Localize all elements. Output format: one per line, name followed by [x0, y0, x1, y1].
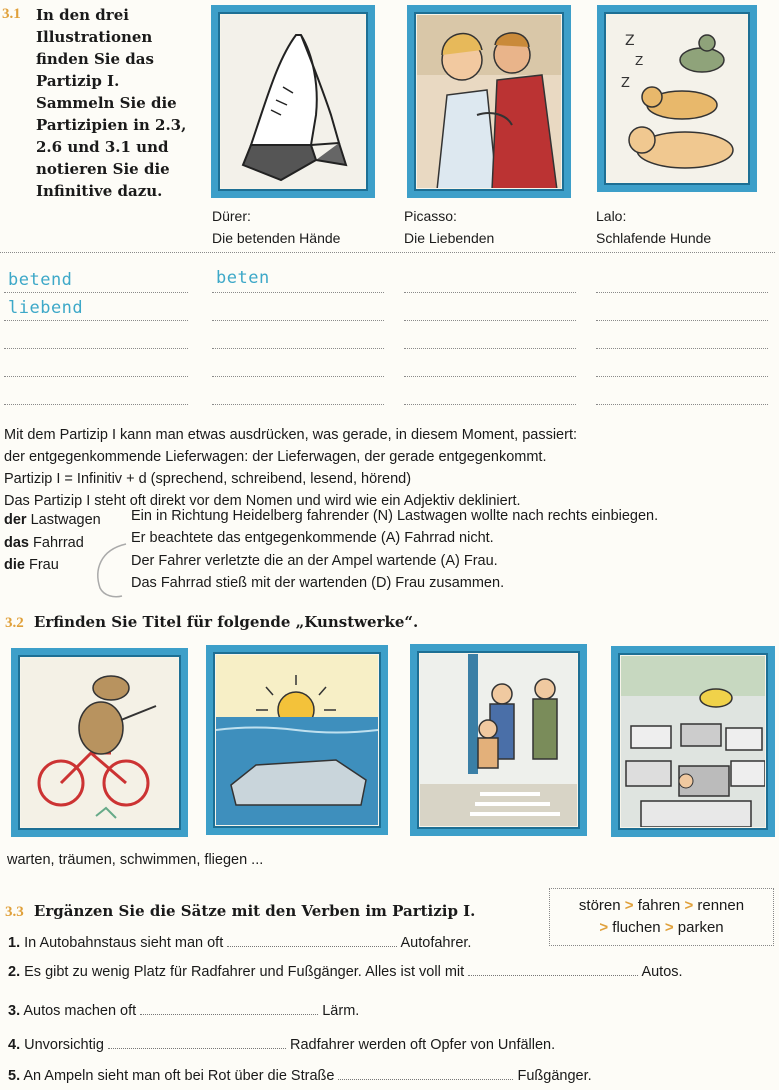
caption-artist: Picasso:	[404, 208, 457, 224]
fill-in-blank[interactable]	[108, 1038, 286, 1049]
answer-line[interactable]	[596, 348, 768, 349]
artwork-frame-3	[410, 644, 587, 836]
separator-icon: >	[599, 919, 609, 936]
exercise-3-1-instruction	[36, 4, 201, 202]
sentence-number: 2.	[8, 964, 21, 980]
answer-line[interactable]	[4, 348, 188, 349]
sentence-2	[8, 964, 683, 980]
article: der	[4, 512, 27, 528]
noun-label	[4, 535, 84, 551]
article: das	[4, 535, 29, 551]
noun-label	[4, 557, 59, 573]
caption-title: Die Liebenden	[404, 230, 495, 246]
word-box-row-1	[550, 895, 773, 917]
caption-title: Die betenden Hände	[212, 230, 341, 246]
noun: Lastwagen	[30, 512, 101, 528]
sentence-end: Autos.	[641, 964, 683, 980]
sentence-start: In Autobahnstaus sieht man oft	[24, 935, 224, 951]
exercise-3-3-heading	[5, 900, 475, 922]
artwork-frame-1	[11, 648, 188, 837]
exercise-3-3-title: Ergänzen Sie die Sätze mit den Verben im Partizip I.	[33, 902, 476, 920]
sentence-4	[8, 1037, 555, 1053]
instruction-line: finden Sie das	[36, 50, 154, 68]
answer-line[interactable]	[404, 320, 576, 321]
answer-line[interactable]	[596, 404, 768, 405]
exercise-3-2-heading	[5, 611, 418, 633]
caption-artist: Lalo:	[596, 208, 627, 224]
instruction-line: Partizip I.	[36, 72, 120, 90]
answer-line[interactable]	[4, 404, 188, 405]
caption-picture-1	[212, 205, 340, 249]
svg-text:Z: Z	[621, 76, 630, 91]
word-box	[549, 888, 774, 946]
separator-icon: >	[684, 897, 694, 914]
fill-in-blank[interactable]	[338, 1069, 513, 1080]
answer-line[interactable]	[212, 404, 384, 405]
explanation-line: der entgegenkommende Lieferwagen: der Lieferwagen, der gerade entgegenkommt.	[4, 449, 547, 465]
picture-frame-lalo	[597, 5, 757, 192]
example-sentence: Er beachtete das entgegenkommende (A) Fahrrad nicht.	[131, 530, 494, 546]
noun-label	[4, 512, 101, 528]
answer-line[interactable]	[596, 376, 768, 377]
sentence-3	[8, 1003, 359, 1019]
instruction-line: Illustrationen	[36, 28, 153, 46]
example-sentence: Der Fahrer verletzte die an der Ampel wartende (A) Frau.	[131, 553, 498, 569]
word-option: stören	[578, 897, 621, 914]
sleeping-dogs-illustration	[607, 15, 747, 182]
example-sentence: Ein in Richtung Heidelberg fahrender (N) Lastwagen wollte nach rechts einbiegen.	[131, 508, 659, 524]
answer-line[interactable]	[404, 348, 576, 349]
noun: Fahrrad	[33, 535, 84, 551]
word-option: fluchen	[612, 919, 661, 936]
sentence-start: Unvorsichtig	[24, 1037, 104, 1053]
separator-icon: >	[664, 919, 674, 936]
sentence-number: 4.	[8, 1037, 21, 1053]
example-sentence: Das Fahrrad stieß mit der wartenden (D) Frau zusammen.	[131, 575, 505, 591]
answer-line[interactable]	[212, 292, 384, 293]
svg-text:Z: Z	[625, 33, 635, 49]
street-crossing-illustration	[420, 654, 577, 826]
word-box-row-2	[550, 917, 773, 939]
instruction-line: Sammeln Sie die	[36, 94, 177, 112]
sentence-1	[8, 935, 471, 951]
word-option: parken	[677, 919, 724, 936]
lovers-illustration	[417, 15, 561, 188]
sunset-car-illustration	[216, 655, 378, 825]
svg-text:Z: Z	[635, 54, 644, 68]
sentence-end: Radfahrer werden oft Opfer von Unfällen.	[289, 1037, 556, 1053]
instruction-line: Partizipien in 2.3,	[36, 116, 187, 134]
praying-hands-illustration	[221, 15, 365, 188]
instruction-line: In den drei	[36, 6, 129, 24]
answer-line[interactable]	[212, 376, 384, 377]
sentence-number: 5.	[8, 1068, 21, 1084]
caption-artist: Dürer:	[212, 208, 251, 224]
answer-line[interactable]	[4, 292, 188, 293]
fill-in-blank[interactable]	[468, 965, 638, 976]
traffic-jam-illustration	[621, 656, 765, 827]
exercise-number-3-2: 3.2	[5, 615, 24, 631]
sentence-start: Autos machen oft	[23, 1003, 137, 1019]
fill-in-blank[interactable]	[227, 936, 397, 947]
answer-line[interactable]	[596, 292, 768, 293]
sentence-start: Es gibt zu wenig Platz für Radfahrer und Fußgänger. Alles ist voll mit	[24, 964, 465, 980]
caption-picture-2	[404, 205, 494, 249]
article: die	[4, 557, 25, 573]
explanation-line: Mit dem Partizip I kann man etwas ausdrücken, was gerade, in diesem Moment, passiert:	[4, 427, 578, 443]
artwork-frame-4	[611, 646, 775, 837]
caption-title: Schlafende Hunde	[596, 230, 712, 246]
picture-frame-picasso	[407, 5, 571, 198]
picture-frame-duerer	[211, 5, 375, 198]
sentence-end: Autofahrer.	[400, 935, 472, 951]
word-option: fahren	[637, 897, 681, 914]
separator-icon: >	[624, 897, 634, 914]
instruction-line: Infinitive dazu.	[36, 182, 163, 200]
word-option: rennen	[697, 897, 745, 914]
caption-picture-3	[596, 205, 711, 249]
cycling-animal-illustration	[21, 658, 178, 827]
answer-line[interactable]	[4, 376, 188, 377]
answer-line[interactable]	[404, 404, 576, 405]
exercise-number-3-3: 3.3	[5, 904, 24, 920]
sentence-5	[8, 1068, 592, 1084]
answer-line[interactable]	[404, 292, 576, 293]
answer-line[interactable]	[212, 348, 384, 349]
handwritten-answer: betend	[8, 270, 73, 290]
answer-line[interactable]	[4, 320, 188, 321]
sentence-start: An Ampeln sieht man oft bei Rot über die Straße	[23, 1068, 335, 1084]
sentence-number: 3.	[8, 1003, 21, 1019]
bracket-curve	[88, 540, 128, 600]
exercise-number-3-1: 3.1	[2, 6, 21, 22]
word-hint: warten, träumen, schwimmen, fliegen ...	[7, 852, 264, 868]
sentence-number: 1.	[8, 935, 21, 951]
answer-line[interactable]	[212, 320, 384, 321]
explanation-line: Partizip I = Infinitiv + d (sprechend, schreibend, lesend, hörend)	[4, 471, 412, 487]
sentence-end: Lärm.	[322, 1003, 360, 1019]
handwritten-answer: beten	[216, 268, 270, 288]
instruction-line: notieren Sie die	[36, 160, 170, 178]
artwork-frame-2	[206, 645, 388, 835]
answer-line[interactable]	[596, 320, 768, 321]
noun: Frau	[28, 557, 59, 573]
handwritten-answer: liebend	[8, 298, 84, 318]
explanation-line: Das Partizip I steht oft direkt vor dem Nomen und wird wie ein Adjektiv dekliniert.	[4, 493, 521, 509]
exercise-3-2-title: Erfinden Sie Titel für folgende „Kunstwerke“.	[33, 613, 419, 631]
fill-in-blank[interactable]	[140, 1004, 318, 1015]
grammar-explanation	[4, 424, 774, 512]
section-divider	[0, 252, 775, 253]
instruction-line: 2.6 und 3.1 und	[36, 138, 169, 156]
answer-line[interactable]	[404, 376, 576, 377]
sentence-end: Fußgänger.	[517, 1068, 592, 1084]
